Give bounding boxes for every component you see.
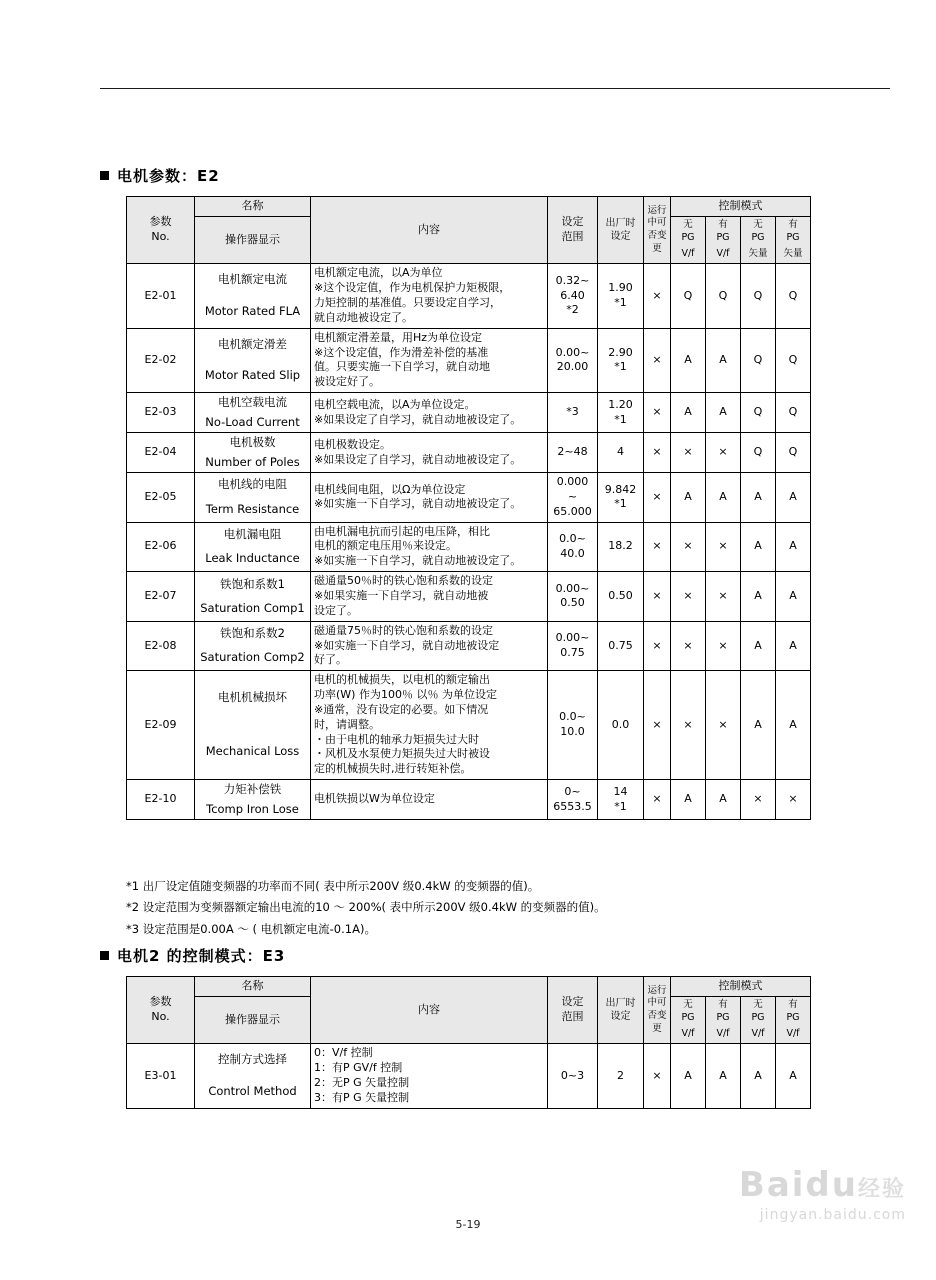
watermark-brand-text: Baidu [738,1165,858,1205]
e2-row-7-change: × [644,621,671,671]
table-row [127,671,811,725]
e2-row-8-no: E2-09 [127,671,195,780]
e2-row-2-range: *3 [548,393,598,433]
footnotes-e2 [126,876,606,940]
e2-row-2-factory: 1.20 *1 [598,393,644,433]
e3-th-mode-3-top: 有 PG [776,996,811,1026]
e3-row-0-mode-0: A [671,1044,706,1108]
e2-row-7-name-cn: 铁饱和系数2 [195,621,311,646]
e2-row-9-name-en: Tcomp Iron Lose [195,800,311,820]
e3-th-mode-3-bottom: V/f [776,1026,811,1043]
e2-row-8-mode-3: A [776,671,811,780]
watermark-brand-cn: 经验 [857,1177,906,1202]
e2-row-0-mode-1: Q [706,264,741,328]
table-e3 [126,976,811,1109]
table-e2 [126,196,811,820]
e2-row-4-no: E2-05 [127,473,195,523]
e2-row-0-no: E2-01 [127,264,195,328]
e2-row-8-name-en: Mechanical Loss [195,725,311,779]
e2-row-4-content: 电机线间电阻，以Ω为单位设定 ※如实施一下自学习，就自动地被设定了。 [311,473,548,523]
e2-row-2-name-cn: 电机空载电流 [195,393,311,413]
e2-row-4-mode-2: A [741,473,776,523]
e2-row-2-content: 电机空载电流，以A为单位设定。 ※如果设定了自学习，就自动地被设定了。 [311,393,548,433]
table-row [127,572,811,597]
e2-row-2-change: × [644,393,671,433]
e2-row-7-range: 0.00~ 0.75 [548,621,598,671]
e2-row-0-name-cn: 电机额定电流 [195,264,311,296]
e2-row-5-content: 由电机漏电抗而引起的电压降，相比 电机的额定电压用％来设定。 ※如实施一下自学习，就自动地被设定了。 [311,522,548,572]
e2-row-2-mode-2: Q [741,393,776,433]
e2-row-8-mode-1: × [706,671,741,780]
e2-row-5-mode-3: A [776,522,811,572]
e2-row-3-content: 电机极数设定。 ※如果设定了自学习，就自动地被设定了。 [311,433,548,473]
e2-row-2-mode-3: Q [776,393,811,433]
e3-th-mode-1-top: 有 PG [706,996,741,1026]
e2-row-9-name-cn: 力矩补偿铁 [195,780,311,800]
e2-th-operator-display: 操作器显示 [195,216,311,263]
e2-row-5-name-en: Leak Inductance [195,547,311,572]
e3-th-mode-0-bottom: V/f [671,1026,706,1043]
e3-row-0-factory: 2 [598,1044,644,1108]
e3-row-0-mode-3: A [776,1044,811,1108]
bullet-square-icon-2 [100,951,109,960]
e2-row-4-range: 0.000 ~ 65.000 [548,473,598,523]
e3-row-0-mode-1: A [706,1044,741,1108]
e3-row-0-change: × [644,1044,671,1108]
e2-th-mode-2-bottom: 矢量 [741,246,776,263]
e2-row-1-range: 0.00~ 20.00 [548,328,598,392]
e3-th-operator-display: 操作器显示 [195,996,311,1043]
header-rule [100,88,890,89]
e2-row-6-mode-0: × [671,572,706,622]
e2-row-9-range: 0~ 6553.5 [548,780,598,820]
e2-row-0-factory: 1.90 *1 [598,264,644,328]
e2-row-3-no: E2-04 [127,433,195,473]
e2-row-0-content: 电机额定电流，以A为单位 ※这个设定值，作为电机保护力矩极限， 力矩控制的基准值。只要设定自学习， 就自动地被设定了。 [311,264,548,328]
e2-th-mode-2-top: 无 PG [741,216,776,246]
e2-row-2-mode-1: A [706,393,741,433]
e2-th-mode-3-top: 有 PG [776,216,811,246]
e3-th-mode-0-top: 无 PG [671,996,706,1026]
table-row [127,780,811,800]
e2-row-4-mode-0: A [671,473,706,523]
e2-row-6-no: E2-07 [127,572,195,622]
e2-row-4-mode-3: A [776,473,811,523]
e3-th-name: 名称 [195,977,311,997]
e2-row-5-mode-2: A [741,522,776,572]
footnote-2: *2 设定范围为变频器额定输出电流的10 ～ 200%( 表中所示200V 级0.4kW 的变频器的值)。 [126,900,606,915]
watermark-url: jingyan.baidu.com [759,1207,906,1223]
e2-row-8-mode-0: × [671,671,706,780]
e2-row-1-mode-3: Q [776,328,811,392]
e3-th-mode-2-bottom: V/f [741,1026,776,1043]
e3-th-param-no: 参数 No. [127,977,195,1044]
table-row [127,621,811,646]
e3-row-0-name-cn: 控制方式选择 [195,1044,311,1076]
e2-row-9-mode-3: × [776,780,811,820]
e3-th-range: 设定 范围 [548,977,598,1044]
e2-th-mode-1-top: 有 PG [706,216,741,246]
e2-row-4-name-cn: 电机线的电阻 [195,473,311,498]
section-heading-e3-label: 电机2 的控制模式：E3 [117,947,286,965]
watermark-brand [739,1165,906,1205]
bullet-square-icon [100,171,109,180]
e3-th-control-mode: 控制模式 [671,977,811,997]
e2-row-1-factory: 2.90 *1 [598,328,644,392]
e2-row-6-mode-1: × [706,572,741,622]
table-row [127,328,811,360]
table-row [127,433,811,453]
e2-row-8-range: 0.0~ 10.0 [548,671,598,780]
e2-row-4-mode-1: A [706,473,741,523]
e2-row-7-no: E2-08 [127,621,195,671]
e2-row-1-mode-0: A [671,328,706,392]
e2-th-mode-0-bottom: V/f [671,246,706,263]
section-heading-e2 [100,165,220,186]
e2-row-4-factory: 9.842 *1 [598,473,644,523]
table-row [127,473,811,498]
e3-row-0-mode-2: A [741,1044,776,1108]
e2-row-5-mode-1: × [706,522,741,572]
e2-row-9-no: E2-10 [127,780,195,820]
e2-row-3-change: × [644,433,671,473]
e2-row-4-change: × [644,473,671,523]
e2-row-6-name-en: Saturation Comp1 [195,596,311,621]
e2-row-1-change: × [644,328,671,392]
e2-row-1-mode-1: A [706,328,741,392]
e2-row-0-range: 0.32~ 6.40 *2 [548,264,598,328]
e3-row-0-content: 0：V/f 控制 1：有P GV/f 控制 2：无P G 矢量控制 3：有P G 矢量控制 [311,1044,548,1108]
e3-th-factory: 出厂时 设定 [598,977,644,1044]
e2-row-9-mode-1: A [706,780,741,820]
e3-row-0-range: 0~3 [548,1044,598,1108]
table-row [127,1044,811,1076]
e2-row-8-mode-2: A [741,671,776,780]
e2-row-8-change: × [644,671,671,780]
e2-row-6-content: 磁通量50％时的铁心饱和系数的设定 ※如果实施一下自学习，就自动地被 设定了。 [311,572,548,622]
e2-row-9-content: 电机铁损以W为单位设定 [311,780,548,820]
e2-row-3-name-en: Number of Poles [195,453,311,473]
e2-row-7-factory: 0.75 [598,621,644,671]
e2-th-mode-1-bottom: V/f [706,246,741,263]
e2-row-8-name-cn: 电机机械损坏 [195,671,311,725]
e2-row-0-change: × [644,264,671,328]
e2-th-mode-0-top: 无 PG [671,216,706,246]
e2-th-mode-3-bottom: 矢量 [776,246,811,263]
e2-row-3-factory: 4 [598,433,644,473]
e2-row-2-mode-0: A [671,393,706,433]
e2-row-2-name-en: No-Load Current [195,413,311,433]
e2-row-7-mode-3: A [776,621,811,671]
e2-row-1-name-en: Motor Rated Slip [195,360,311,392]
e2-row-3-range: 2~48 [548,433,598,473]
e3-row-0-no: E3-01 [127,1044,195,1108]
e2-row-1-name-cn: 电机额定滑差 [195,328,311,360]
footnote-3: *3 设定范围是0.00A ～ ( 电机额定电流-0.1A)。 [126,921,376,936]
e3-th-mode-2-top: 无 PG [741,996,776,1026]
e2-row-5-mode-0: × [671,522,706,572]
e2-row-9-factory: 14 *1 [598,780,644,820]
e3-th-content: 内容 [311,977,548,1044]
e2-row-6-range: 0.00~ 0.50 [548,572,598,622]
e2-row-3-mode-2: Q [741,433,776,473]
watermark [739,1165,906,1223]
e2-row-3-mode-1: × [706,433,741,473]
e2-row-0-mode-3: Q [776,264,811,328]
e2-row-7-mode-1: × [706,621,741,671]
e2-row-3-name-cn: 电机极数 [195,433,311,453]
e3-th-runchange: 运行 中可 否变 更 [644,977,671,1044]
e2-th-content: 内容 [311,197,548,264]
e2-row-6-name-cn: 铁饱和系数1 [195,572,311,597]
table-row [127,393,811,413]
e2-row-9-mode-0: A [671,780,706,820]
e2-row-0-mode-2: Q [741,264,776,328]
e2-row-1-mode-2: Q [741,328,776,392]
e2-row-6-mode-2: A [741,572,776,622]
e2-row-6-mode-3: A [776,572,811,622]
e2-row-3-mode-0: × [671,433,706,473]
e2-row-8-content: 电机的机械损失，以电机的额定输出 功率(W) 作为100％ 以％ 为单位设定 ※通常，没有设定的必要。如下情况 时，请调整。 ・由于电机的轴承力矩损失过大时 ・风机及水泵使力矩损失过大时被设 定的机械损失时,进行转矩补偿。 [311,671,548,780]
table-row [127,264,811,296]
e2-th-range: 设定 范围 [548,197,598,264]
e2-row-5-no: E2-06 [127,522,195,572]
e2-row-0-name-en: Motor Rated FLA [195,296,311,328]
footnote-1: *1 出厂设定值随变频器的功率而不同( 表中所示200V 级0.4kW 的变频器的值)。 [126,879,540,893]
e2-row-5-name-cn: 电机漏电阻 [195,522,311,547]
e2-row-7-content: 磁通量75％时的铁心饱和系数的设定 ※如实施一下自学习，就自动地被设定 好了。 [311,621,548,671]
e2-row-0-mode-0: Q [671,264,706,328]
e2-row-6-factory: 0.50 [598,572,644,622]
e2-row-5-factory: 18.2 [598,522,644,572]
e2-row-1-content: 电机额定滑差量，用Hz为单位设定 ※这个设定值，作为滑差补偿的基准 值。只要实施一下自学习，就自动地 被设定好了。 [311,328,548,392]
e2-row-3-mode-3: Q [776,433,811,473]
e2-row-5-range: 0.0~ 40.0 [548,522,598,572]
e2-row-9-change: × [644,780,671,820]
e2-row-9-mode-2: × [741,780,776,820]
e2-row-4-name-en: Term Resistance [195,497,311,522]
e2-th-param-no: 参数 No. [127,197,195,264]
e2-th-runchange: 运行 中可 否变 更 [644,197,671,264]
e2-row-6-change: × [644,572,671,622]
page-number: 5-19 [455,1218,481,1231]
e2-row-7-name-en: Saturation Comp2 [195,646,311,671]
e2-th-name: 名称 [195,197,311,217]
e2-row-1-no: E2-02 [127,328,195,392]
e2-row-7-mode-2: A [741,621,776,671]
e2-row-5-change: × [644,522,671,572]
section-heading-e3 [100,945,285,966]
e3-row-0-name-en: Control Method [195,1076,311,1108]
section-heading-e2-label: 电机参数：E2 [117,167,220,185]
table-row [127,522,811,547]
e3-th-mode-1-bottom: V/f [706,1026,741,1043]
e2-row-7-mode-0: × [671,621,706,671]
e2-row-2-no: E2-03 [127,393,195,433]
e2-row-8-factory: 0.0 [598,671,644,780]
e2-th-control-mode: 控制模式 [671,197,811,217]
e2-th-factory: 出厂时 设定 [598,197,644,264]
